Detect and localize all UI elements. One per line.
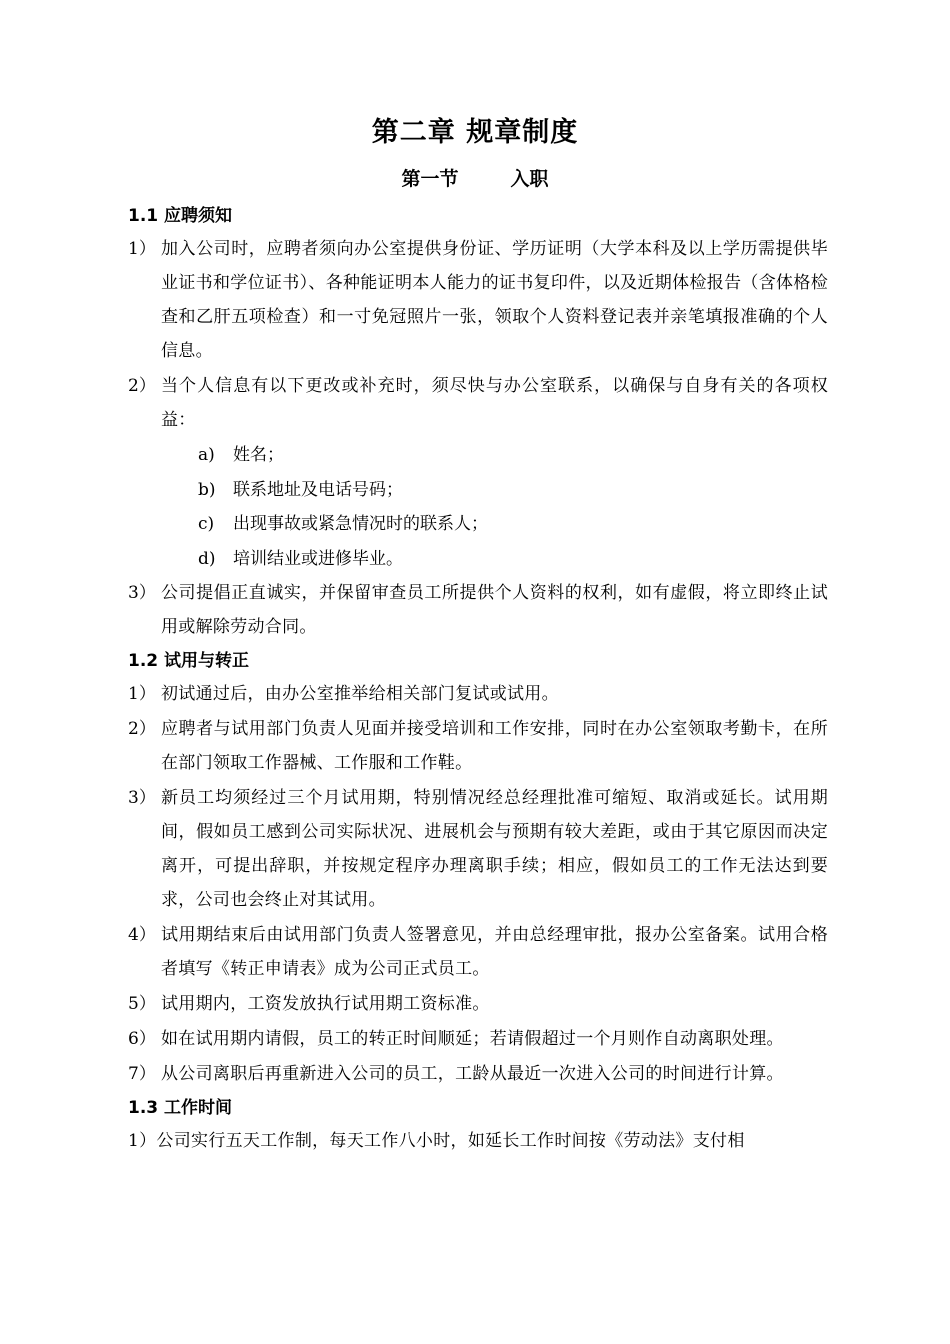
item-number: 5） bbox=[128, 994, 156, 1014]
sub-item-text: 联系地址及电话号码； bbox=[233, 479, 403, 500]
item-text: 初试通过后，由办公室推举给相关部门复试或试用。 bbox=[161, 684, 559, 704]
list-item bbox=[128, 576, 828, 644]
list-item bbox=[128, 918, 828, 986]
list-item bbox=[128, 1022, 828, 1056]
item-text: 加入公司时，应聘者须向办公室提供身份证、学历证明（大学本科及以上学历需提供毕业证书和学位证书）、各种能证明本人能力的证书复印件，以及近期体检报告（含体格检查和乙肝五项检查）和一寸免冠照片一张，领取个人资料登记表并亲笔填报准确的个人信息。 bbox=[161, 239, 828, 361]
section-title bbox=[0, 163, 950, 195]
item-number: 1） bbox=[128, 239, 156, 259]
item-number: 4） bbox=[128, 925, 156, 945]
item-number: 1） bbox=[128, 684, 156, 704]
item-text: 新员工均须经过三个月试用期，特别情况经总经理批准可缩短、取消或延长。试用期间，假如员工感到公司实际状况、进展机会与预期有较大差距，或由于其它原因而决定离开，可提出辞职，并按规定程序办理离职手续；相应，假如员工的工作无法达到要求，公司也会终止对其试用。 bbox=[161, 788, 828, 910]
list-item bbox=[128, 369, 828, 437]
item-text: 如在试用期内请假，员工的转正时间顺延；若请假超过一个月则作自动离职处理。 bbox=[161, 1029, 784, 1049]
item-text: 应聘者与试用部门负责人见面并接受培训和工作安排，同时在办公室领取考勤卡，在所在部门领取工作器械、工作服和工作鞋。 bbox=[161, 719, 828, 773]
list-item bbox=[128, 781, 828, 917]
subsection-heading-1-2: 1.2 试用与转正 bbox=[128, 651, 250, 671]
item-number: 2） bbox=[128, 719, 156, 739]
sub-list-item bbox=[128, 542, 828, 577]
list-item bbox=[128, 1124, 828, 1158]
sub-item-letter: c) bbox=[198, 514, 215, 534]
document-body bbox=[128, 199, 828, 1158]
item-number: 3） bbox=[128, 788, 156, 808]
item-number: 3） bbox=[128, 583, 156, 603]
section-name: 入职 bbox=[510, 168, 549, 190]
sub-item-text: 培训结业或进修毕业。 bbox=[233, 548, 403, 569]
item-text: 试用期结束后由试用部门负责人签署意见，并由总经理审批，报办公室备案。试用合格者填写《转正申请表》成为公司正式员工。 bbox=[161, 925, 828, 979]
list-item bbox=[128, 987, 828, 1021]
list-item bbox=[128, 712, 828, 780]
sub-list-item bbox=[128, 438, 828, 473]
subsection-heading-1-3: 1.3 工作时间 bbox=[128, 1098, 233, 1118]
subsection-heading-1-1: 1.1 应聘须知 bbox=[128, 206, 233, 226]
item-number: 6） bbox=[128, 1029, 156, 1049]
item-number: 2） bbox=[128, 376, 156, 396]
section-label: 第一节 bbox=[401, 168, 459, 190]
item-number: 7） bbox=[128, 1064, 156, 1084]
sub-item-letter: b) bbox=[198, 479, 216, 500]
list-item bbox=[128, 232, 828, 368]
sub-list-item bbox=[128, 507, 828, 542]
item-text: 公司实行五天工作制，每天工作八小时，如延长工作时间按《劳动法》支付相 bbox=[156, 1131, 745, 1151]
list-item bbox=[128, 1057, 828, 1091]
item-text: 当个人信息有以下更改或补充时，须尽快与办公室联系，以确保与自身有关的各项权益： bbox=[161, 376, 828, 430]
list-item bbox=[128, 677, 828, 711]
item-text: 公司提倡正直诚实，并保留审查员工所提供个人资料的权利，如有虚假，将立即终止试用或解除劳动合同。 bbox=[161, 583, 828, 637]
item-number: 1） bbox=[128, 1131, 157, 1151]
chapter-title: 第二章 规章制度 bbox=[371, 117, 579, 148]
item-text: 试用期内，工资发放执行试用期工资标准。 bbox=[161, 994, 490, 1014]
sub-item-text: 姓名； bbox=[233, 445, 284, 465]
sub-item-letter: a) bbox=[198, 445, 215, 465]
item-text: 从公司离职后再重新进入公司的员工，工龄从最近一次进入公司的时间进行计算。 bbox=[161, 1064, 784, 1084]
sub-item-text: 出现事故或紧急情况时的联系人； bbox=[233, 514, 488, 534]
sub-item-letter: d) bbox=[198, 548, 216, 569]
sub-list-item bbox=[128, 473, 828, 508]
